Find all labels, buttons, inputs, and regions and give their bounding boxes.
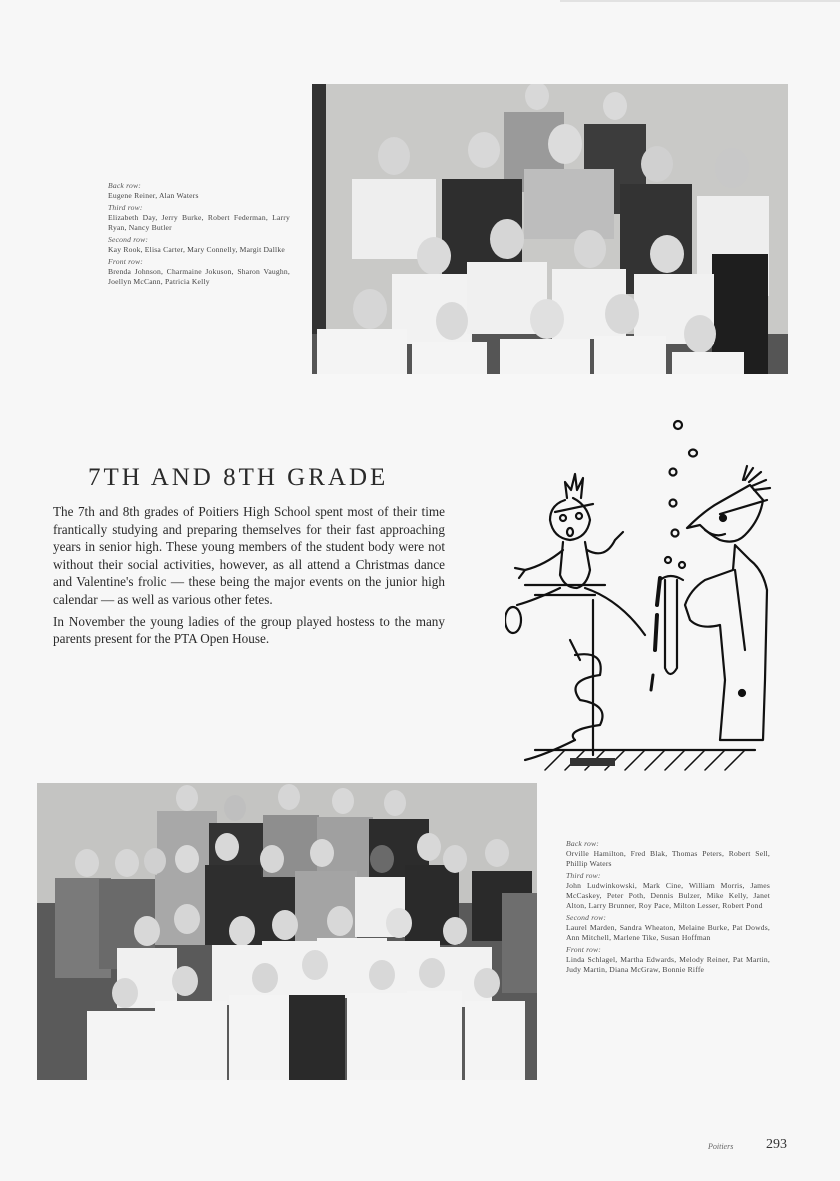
caption-row-names: Elizabeth Day, Jerry Burke, Robert Federman, Larry Ryan, Nancy Butler	[108, 213, 290, 232]
scientist-cartoon-illustration	[505, 410, 795, 780]
section-title: 7TH AND 8TH GRADE	[88, 464, 389, 491]
caption-row-names: Eugene Reiner, Alan Waters	[108, 191, 199, 200]
class-photo-bottom	[37, 783, 537, 1080]
class-photo-top	[312, 84, 788, 374]
body-text	[53, 503, 445, 652]
caption-row-label: Back row:	[108, 181, 141, 190]
caption-row-names: Linda Schlagel, Martha Edwards, Melody Reiner, Pat Martin, Judy Martin, Diana McGraw, Bonnie Riffe	[566, 955, 770, 974]
caption-row-label: Front row:	[108, 257, 143, 266]
caption-row-label: Third row:	[566, 871, 601, 880]
caption-row-label: Third row:	[108, 203, 143, 212]
caption-row-label: Back row:	[566, 839, 599, 848]
body-paragraph: In November the young ladies of the group played hostess to the many parents present for the PTA Open House.	[53, 613, 445, 647]
bottom-photo-caption	[566, 839, 770, 977]
caption-row-names: Kay Rook, Elisa Carter, Mary Connelly, Margit Dallke	[108, 245, 285, 254]
top-edge-rule	[560, 0, 840, 2]
top-photo-caption	[108, 181, 290, 289]
caption-row-names: Orville Hamilton, Fred Blak, Thomas Peters, Robert Sell, Phillip Waters	[566, 849, 770, 868]
caption-row-names: Brenda Johnson, Charmaine Jokuson, Sharon Vaughn, Joellyn McCann, Patricia Kelly	[108, 267, 290, 286]
body-paragraph: The 7th and 8th grades of Poitiers High School spent most of their time frantically studying and preparing themselves for their fast approaching years in senior high. These young members of the student body were not without their social activities, however, as all attend a Christmas dance and Valentine's frolic — these being the major events on the junior high calendar — as well as various other fetes.	[53, 504, 445, 607]
caption-row-label: Second row:	[566, 913, 607, 922]
caption-row-label: Second row:	[108, 235, 149, 244]
footer-school-name: Poitiers	[708, 1142, 734, 1151]
caption-row-names: Laurel Marden, Sandra Wheaton, Melaine Burke, Pat Dowds, Ann Mitchell, Marlene Tike, Susan Hoffman	[566, 923, 770, 942]
caption-row-names: John Ludwinkowski, Mark Cine, William Morris, James McCaskey, Peter Poth, Dennis Bulzer, Mike Kelly, Janet Alton, Larry Brunner, Roy Pace, Milton Lesser, Robert Pond	[566, 881, 770, 910]
page-number: 293	[766, 1137, 787, 1152]
caption-row-label: Front row:	[566, 945, 601, 954]
